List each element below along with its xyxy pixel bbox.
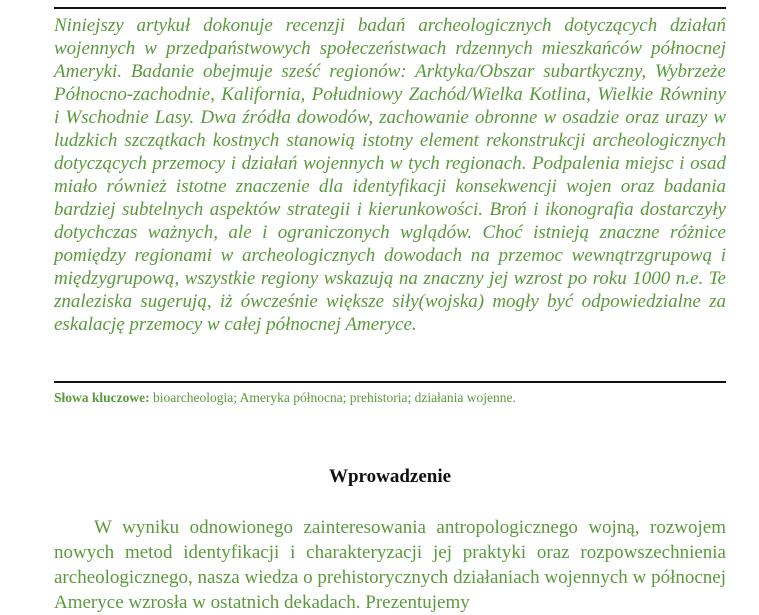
abstract-text: Niniejszy artykuł dokonuje recenzji badań archeologicznych dotyczących działań wojennych w przedpaństwowych społeczeństwach rdzennych mieszkańców północnej Ameryki. Badanie obejmuje sześć regionów: Arktyka/Obszar subartkyczny, Wybrzeże Północno-zachodnie, Kalifornia, Południowy Zachód/Wielka Kotlina, Wielkie Równiny i Wschodnie Lasy. Dwa źródła dowodów, zachowanie obronne w osadzie oraz urazy w ludzkich szczątkach kostnych stanowią istotny element rekonstrukcji archeologicznych dotyczących przemocy i działań wojennych w tych regionach. Podpalenia miejsc i osad miało również istotne znaczenie dla identyfikacji konsekwencji wojen oraz badania bardziej subtelnych aspektów strategii i kierunkowości. Broń i ikonografia dostarczyły dotychczas ważnych, ale i ograniczonych wglądów. Choć istnieją znaczne różnice pomiędzy regionami w archeologicznych dowodach na przemoc wewnątrzgrupową i międzygrupową, wszystkie regiony wskazują na znaczny jej wzrost po roku 1000 n.e. Te znaleziska sugerują, iż ówcześnie większe siły(wojska) mogły być odpowiedzialne za eskalację przemocy w całej północnej Ameryce. — [54, 15, 726, 335]
keywords-text: bioarcheologia; Ameryka północna; prehistoria; działania wojenne. — [149, 390, 516, 405]
keywords-line — [54, 389, 726, 406]
bottom-rule — [54, 381, 726, 383]
top-rule — [54, 7, 726, 9]
keywords-label: Słowa kluczowe: — [54, 390, 150, 405]
section-heading: Wprowadzenie — [328, 466, 452, 487]
body-paragraph: W wyniku odnowionego zainteresowania antropologicznego wojną, rozwojem nowych metod identyfikacji i charakteryzacji jej praktyki oraz rozpowszechnienia archeologicznego, nasza wiedza o prehistorycznych działaniach wojennych w północnej Ameryce wzrosła w ostatnich dekadach. Prezentujemy — [54, 517, 726, 613]
